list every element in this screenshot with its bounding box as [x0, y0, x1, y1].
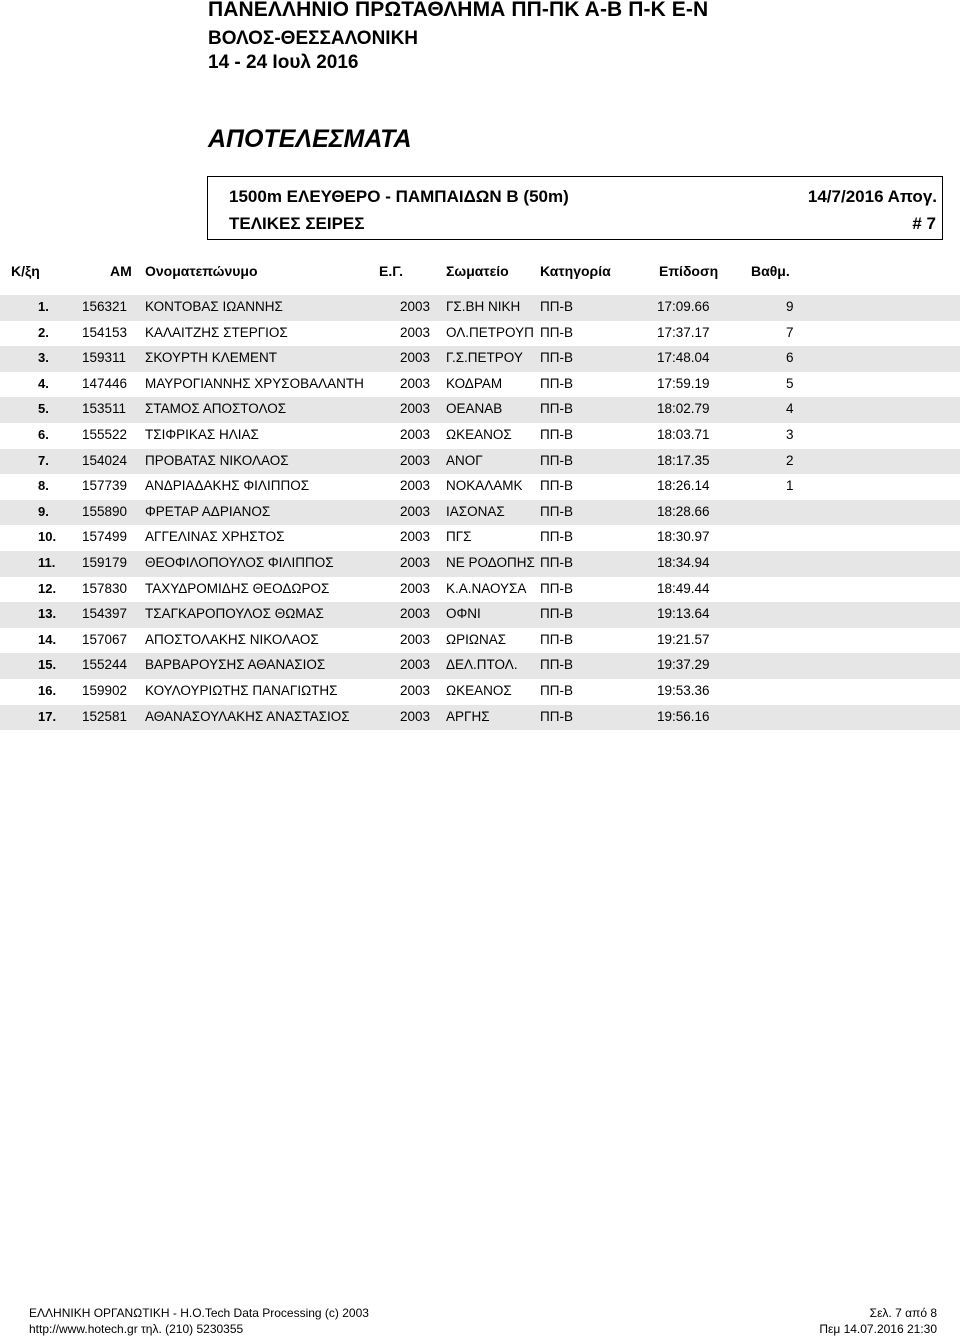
cell-time: 18:26.14	[657, 478, 710, 494]
cell-time: 19:53.36	[657, 682, 710, 698]
col-name: Ονοματεπώνυμο	[145, 263, 258, 279]
cell-time: 18:28.66	[657, 503, 710, 519]
cell-name: ΤΑΧΥΔΡΟΜΙΔΗΣ ΘΕΟΔΩΡΟΣ	[145, 580, 330, 596]
col-category: Κατηγορία	[540, 263, 611, 279]
cell-category: ΠΠ-Β	[540, 478, 573, 494]
cell-category: ΠΠ-Β	[540, 631, 573, 647]
cell-year: 2003	[400, 426, 431, 442]
print-timestamp: Πεμ 14.07.2016 21:30	[819, 1322, 937, 1336]
cell-name: ΑΓΓΕΛΙΝΑΣ ΧΡΗΣΤΟΣ	[145, 529, 285, 545]
event-round: ΤΕΛΙΚΕΣ ΣΕΙΡΕΣ	[229, 214, 365, 233]
table-row	[0, 397, 960, 423]
cell-year: 2003	[400, 478, 431, 494]
cell-time: 18:34.94	[657, 554, 710, 570]
cell-club: ΑΡΓΗΣ	[446, 708, 490, 724]
cell-club: ΠΓΣ	[446, 529, 472, 545]
cell-year: 2003	[400, 606, 431, 622]
cell-rank: 8.	[38, 478, 49, 494]
col-rank: Κ/ξη	[11, 263, 40, 279]
cell-rank: 16.	[38, 682, 57, 698]
cell-name: ΑΝΔΡΙΑΔΑΚΗΣ ΦΙΛΙΠΠΟΣ	[145, 478, 310, 494]
col-time: Επίδοση	[659, 263, 719, 279]
table-row	[0, 346, 960, 372]
cell-points: 7	[786, 324, 794, 340]
cell-rank: 14.	[38, 631, 57, 647]
cell-name: ΣΚΟΥΡΤΗ ΚΛΕΜΕΝΤ	[145, 350, 278, 366]
table-row	[0, 500, 960, 526]
cell-club: ΩΚΕΑΝΟΣ	[446, 426, 512, 442]
cell-club: ΝΕ ΡΟΔΟΠΗΣ	[446, 554, 535, 570]
cell-category: ΠΠ-Β	[540, 299, 573, 314]
cell-category: ΠΠ-Β	[540, 324, 573, 340]
cell-rank: 15.	[38, 657, 57, 673]
cell-year: 2003	[400, 708, 431, 724]
table-row	[0, 449, 960, 475]
cell-club: ΑΝΟΓ	[446, 452, 483, 468]
footer-left	[29, 1305, 369, 1337]
cell-points: 5	[786, 375, 794, 391]
cell-time: 18:02.79	[657, 401, 710, 417]
cell-time: 18:49.44	[657, 580, 710, 596]
cell-rank: 7.	[38, 452, 49, 468]
cell-year: 2003	[400, 554, 431, 570]
cell-club: ΟΦΝΙ	[446, 606, 481, 622]
results-heading: ΑΠΟΤΕΛΕΣΜΑΤΑ	[208, 125, 412, 153]
cell-time: 17:09.66	[657, 299, 710, 314]
event-date-session: 14/7/2016 Απογ.	[807, 187, 937, 206]
cell-name: ΘΕΟΦΙΛΟΠΟΥΛΟΣ ΦΙΛΙΠΠΟΣ	[145, 554, 334, 570]
cell-rank: 3.	[38, 350, 49, 366]
table-row	[0, 653, 960, 679]
cell-category: ΠΠ-Β	[540, 708, 573, 724]
table-row	[0, 474, 960, 500]
cell-category: ΠΠ-Β	[540, 554, 573, 570]
cell-category: ΠΠ-Β	[540, 401, 573, 417]
table-row	[0, 525, 960, 551]
cell-id: 159902	[82, 682, 128, 698]
page-number: Σελ. 7 από 8	[869, 1306, 937, 1320]
cell-year: 2003	[400, 503, 431, 519]
cell-category: ΠΠ-Β	[540, 580, 573, 596]
cell-year: 2003	[400, 580, 431, 596]
cell-id: 155522	[82, 426, 128, 442]
cell-category: ΠΠ-Β	[540, 503, 573, 519]
table-row	[0, 372, 960, 398]
col-year: Ε.Γ.	[379, 263, 403, 279]
cell-club: Κ.Α.ΝΑΟΥΣΑ	[446, 580, 527, 596]
cell-time: 18:30.97	[657, 529, 710, 545]
cell-id: 159311	[82, 350, 127, 366]
table-row	[0, 628, 960, 654]
footer-right	[819, 1305, 937, 1337]
cell-id: 154024	[82, 452, 128, 468]
cell-year: 2003	[400, 375, 431, 391]
cell-year: 2003	[400, 657, 431, 673]
col-id: ΑΜ	[110, 263, 132, 279]
cell-id: 155244	[82, 657, 128, 673]
cell-category: ΠΠ-Β	[540, 657, 573, 673]
cell-year: 2003	[400, 401, 431, 417]
cell-id: 157739	[82, 478, 128, 494]
cell-category: ΠΠ-Β	[540, 606, 573, 622]
cell-year: 2003	[400, 452, 431, 468]
cell-club: ΩΡΙΩΝΑΣ	[446, 631, 507, 647]
footer-contact: http://www.hotech.gr τηλ. (210) 5230355	[29, 1322, 244, 1336]
cell-year: 2003	[400, 631, 431, 647]
col-points: Βαθμ.	[751, 263, 790, 279]
cell-id: 157499	[82, 529, 128, 545]
venue: ΒΟΛΟΣ-ΘΕΣΣΑΛΟΝΙΚΗ	[208, 28, 419, 49]
cell-rank: 17.	[38, 708, 57, 724]
cell-id: 155890	[82, 503, 128, 519]
cell-id: 147446	[82, 375, 128, 391]
cell-rank: 12.	[38, 580, 57, 596]
cell-time: 17:59.19	[657, 375, 710, 391]
cell-time: 19:13.64	[657, 606, 710, 622]
cell-points: 4	[786, 401, 794, 417]
cell-name: ΦΡΕΤΑΡ ΑΔΡΙΑΝΟΣ	[145, 503, 271, 519]
cell-club: ΔΕΛ.ΠΤΟΛ.	[446, 657, 518, 673]
cell-category: ΠΠ-Β	[540, 426, 573, 442]
cell-category: ΠΠ-Β	[540, 375, 573, 391]
table-row	[0, 705, 960, 731]
cell-club: ΟΕΑΝΑΒ	[446, 401, 503, 417]
table-row	[0, 321, 960, 347]
cell-year: 2003	[400, 529, 431, 545]
cell-rank: 6.	[38, 426, 49, 442]
cell-time: 17:48.04	[657, 350, 710, 366]
cell-rank: 1.	[38, 299, 49, 314]
table-row	[0, 295, 960, 321]
cell-name: ΚΟΝΤΟΒΑΣ ΙΩΑΝΝΗΣ	[145, 299, 283, 314]
cell-name: ΠΡΟΒΑΤΑΣ ΝΙΚΟΛΑΟΣ	[145, 452, 289, 468]
cell-name: ΤΣΑΓΚΑΡΟΠΟΥΛΟΣ ΘΩΜΑΣ	[145, 606, 324, 622]
cell-name: ΚΑΛΑΙΤΖΗΣ ΣΤΕΡΓΙΟΣ	[145, 324, 288, 340]
cell-name: ΑΘΑΝΑΣΟΥΛΑΚΗΣ ΑΝΑΣΤΑΣΙΟΣ	[145, 708, 350, 724]
cell-rank: 10.	[38, 529, 57, 545]
cell-name: ΑΠΟΣΤΟΛΑΚΗΣ ΝΙΚΟΛΑΟΣ	[145, 631, 319, 647]
date-range: 14 - 24 Ιουλ 2016	[208, 52, 359, 73]
cell-year: 2003	[400, 324, 431, 340]
column-headers	[0, 263, 960, 283]
cell-rank: 4.	[38, 375, 49, 391]
table-row	[0, 423, 960, 449]
results-table	[0, 295, 960, 730]
cell-club: ΝΟΚΑΛΑΜΚ	[446, 478, 523, 494]
cell-category: ΠΠ-Β	[540, 452, 573, 468]
championship-title: ΠΑΝΕΛΛΗΝΙΟ ΠΡΩΤΑΘΛΗΜΑ ΠΠ-ΠΚ Α-Β Π-Κ Ε-Ν	[208, 0, 709, 21]
cell-rank: 13.	[38, 606, 57, 622]
cell-id: 157067	[82, 631, 128, 647]
table-row	[0, 551, 960, 577]
cell-time: 17:37.17	[657, 324, 710, 340]
cell-id: 153511	[82, 401, 127, 417]
cell-year: 2003	[400, 299, 431, 314]
cell-year: 2003	[400, 682, 431, 698]
table-row	[0, 679, 960, 705]
cell-id: 157830	[82, 580, 128, 596]
cell-name: ΤΣΙΦΡΙΚΑΣ ΗΛΙΑΣ	[145, 426, 259, 442]
cell-club: Γ.Σ.ΠΕΤΡΟΥ	[446, 350, 523, 366]
cell-id: 154153	[82, 324, 128, 340]
cell-points: 6	[786, 350, 794, 366]
cell-club: ΙΑΣΟΝΑΣ	[446, 503, 505, 519]
cell-name: ΒΑΡΒΑΡΟΥΣΗΣ ΑΘΑΝΑΣΙΟΣ	[145, 657, 326, 673]
cell-time: 19:21.57	[657, 631, 710, 647]
cell-club: ΚΟΔΡΑΜ	[446, 375, 503, 391]
event-number: # 7	[912, 214, 936, 233]
footer-org: ΕΛΛΗΝΙΚΗ ΟΡΓΑΝΩΤΙΚΗ - Η.Ο.Tech Data Processing (c) 2003	[29, 1306, 369, 1320]
cell-time: 19:37.29	[657, 657, 710, 673]
cell-id: 159179	[82, 554, 128, 570]
cell-rank: 2.	[38, 324, 49, 340]
cell-category: ΠΠ-Β	[540, 529, 573, 545]
cell-year: 2003	[400, 350, 431, 366]
cell-category: ΠΠ-Β	[540, 350, 573, 366]
cell-points: 3	[786, 426, 794, 442]
cell-time: 18:17.35	[657, 452, 710, 468]
cell-id: 152581	[82, 708, 128, 724]
cell-points: 9	[786, 299, 794, 314]
cell-category: ΠΠ-Β	[540, 682, 573, 698]
cell-club: ΟΛ.ΠΕΤΡΟΥΠ	[446, 324, 534, 340]
cell-id: 154397	[82, 606, 128, 622]
cell-name: ΜΑΥΡΟΓΙΑΝΝΗΣ ΧΡΥΣΟΒΑΛΑΝΤΗ	[145, 375, 364, 391]
cell-club: ΩΚΕΑΝΟΣ	[446, 682, 512, 698]
cell-name: ΣΤΑΜΟΣ ΑΠΟΣΤΟΛΟΣ	[145, 401, 287, 417]
cell-time: 18:03.71	[657, 426, 710, 442]
cell-points: 1	[786, 478, 794, 494]
cell-id: 156321	[82, 299, 128, 314]
cell-rank: 11.	[38, 554, 56, 570]
col-club: Σωματείο	[446, 263, 509, 279]
cell-rank: 9.	[38, 503, 49, 519]
cell-time: 19:56.16	[657, 708, 710, 724]
table-row	[0, 577, 960, 603]
event-box	[207, 176, 943, 240]
cell-name: ΚΟΥΛΟΥΡΙΩΤΗΣ ΠΑΝΑΓΙΩΤΗΣ	[145, 682, 338, 698]
cell-rank: 5.	[38, 401, 49, 417]
cell-points: 2	[786, 452, 794, 468]
cell-club: ΓΣ.ΒΗ ΝΙΚΗ	[446, 299, 521, 314]
table-row	[0, 602, 960, 628]
event-name: 1500m ΕΛΕΥΘΕΡΟ - ΠΑΜΠΑΙΔΩΝ Β (50m)	[229, 187, 569, 206]
